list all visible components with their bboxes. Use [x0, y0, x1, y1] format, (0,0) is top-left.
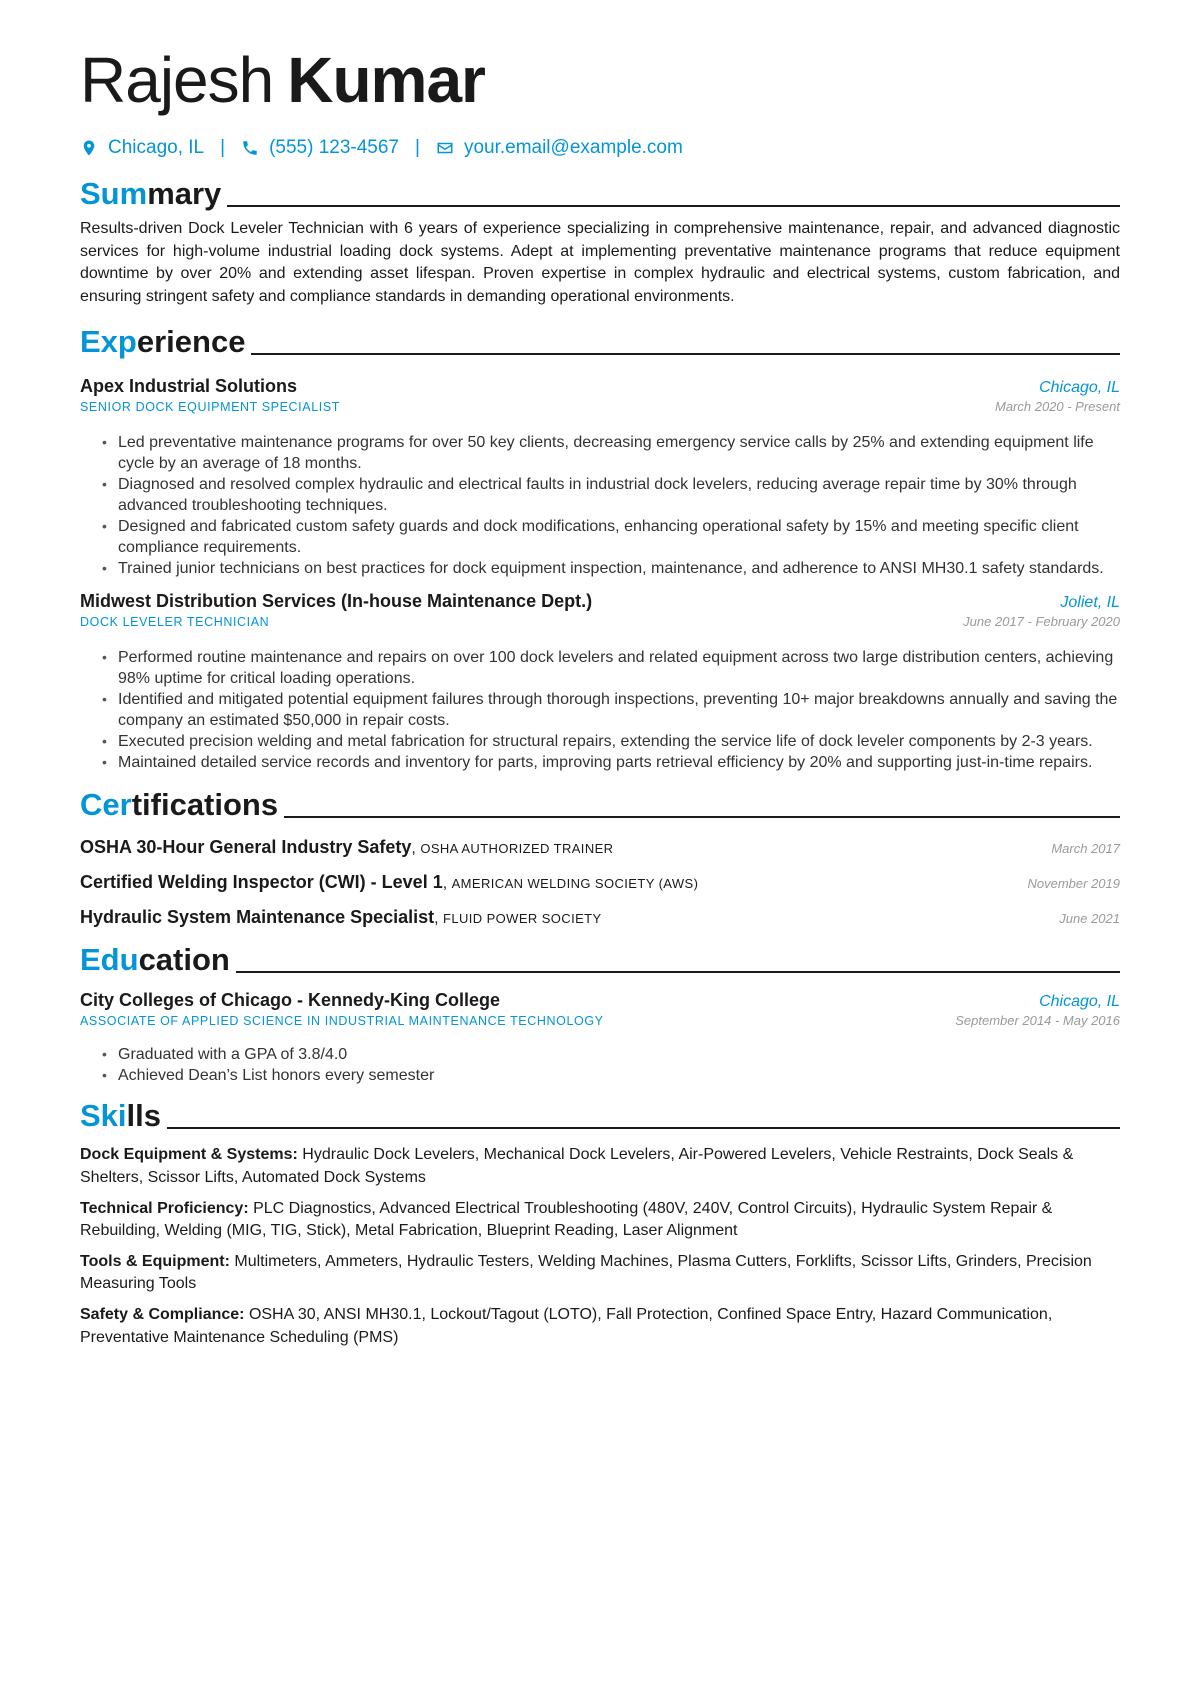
job-bullets [80, 647, 1120, 773]
candidate-name [80, 44, 1120, 116]
certification-item: Certified Welding Inspector (CWI) - Level 1, AMERICAN WELDING SOCIETY (AWS) November 2019 [80, 872, 1120, 893]
contact-location [80, 137, 204, 159]
skill-label: Tools & Equipment: [80, 1252, 230, 1270]
phone-icon [241, 139, 259, 157]
section-rule [251, 353, 1120, 355]
list-item: • Led preventative maintenance programs for over 50 key clients, decreasing emergency service calls by 25% and extending equipment life cycle by an average of 18 months. [118, 432, 1120, 474]
certification-name: OSHA 30-Hour General Industry Safety [80, 837, 412, 858]
section-rule [167, 1127, 1120, 1129]
last-name: Kumar [287, 44, 485, 116]
location-text: Chicago, IL [108, 137, 205, 158]
education-dates: September 2014 - May 2016 [955, 1013, 1120, 1029]
skill-list: OSHA 30, ANSI MH30.1, Lockout/Tagout (LOTO), Fall Protection, Confined Space Entry, Hazard Communication, Preventative Maintenance Scheduling (PMS) [80, 1305, 1053, 1346]
skill-list: Hydraulic Dock Levelers, Mechanical Dock Levelers, Air-Powered Levelers, Vehicle Restraints, Dock Seals & Shelters, Scissor Lifts, Automated Dock Systems [80, 1146, 1074, 1186]
contact-email[interactable] [436, 137, 683, 159]
job-location: Chicago, IL [1039, 379, 1120, 397]
list-item: • Graduated with a GPA of 3.8/4.0 [118, 1044, 1120, 1065]
job-location: Joliet, IL [1060, 594, 1120, 612]
certification-date: June 2021 [1059, 911, 1120, 927]
certification-date: November 2019 [1027, 876, 1120, 892]
job-dates: March 2020 - Present [994, 399, 1120, 415]
contact-phone[interactable] [241, 137, 399, 159]
section-title: Certifications [80, 787, 279, 823]
section-title: Skills [80, 1098, 161, 1134]
certification-issuer: AMERICAN WELDING SOCIETY (AWS) [451, 876, 699, 892]
contact-bar [80, 134, 1120, 162]
education-entry [80, 990, 1120, 1086]
map-pin-icon [80, 139, 98, 157]
list-item: • Achieved Dean’s List honors every semester [118, 1065, 1120, 1086]
education-heading [80, 938, 1120, 978]
section-title: Education [80, 942, 230, 978]
section-title: Summary [80, 176, 222, 211]
job-dates: June 2017 - February 2020 [963, 614, 1120, 630]
resume-page [80, 44, 1120, 1349]
section-title: Experience [80, 324, 246, 360]
summary-text: Results-driven Dock Leveler Technician with 6 years of experience specializing in comprehensive maintenance, repair, and advanced diagnostic services for high-volume industrial loading dock systems. Adept at implementing preventative maintenance programs that reduce equipment downtime by over 20% and extending asset lifespan. Proven expertise in complex hydraulic and electrical systems, custom fabrication, and ensuring stringent safety and compliance standards in demanding operational environments. [80, 220, 1120, 305]
section-rule [284, 816, 1120, 818]
skill-list: Multimeters, Ammeters, Hydraulic Testers, Welding Machines, Plasma Cutters, Forklifts, Scissor Lifts, Grinders, Precision Measuring Tools [80, 1252, 1092, 1293]
skill-group [80, 1198, 1120, 1243]
list-item: • Maintained detailed service records and inventory for parts, improving parts retrieval efficiency by 20% and supporting just-in-time repairs. [118, 752, 1120, 773]
skill-list: PLC Diagnostics, Advanced Electrical Troubleshooting (480V, 240V, Control Circuits), Hydraulic System Repair & Rebuilding, Welding (MIG, TIG, Stick), Metal Fabrication, Blueprint Reading, Laser Alignment [80, 1199, 1053, 1240]
company-name: Midwest Distribution Services (In-house Maintenance Dept.) [80, 591, 593, 612]
skill-group [80, 1251, 1120, 1296]
list-item: • Designed and fabricated custom safety guards and dock modifications, enhancing operational safety by 15% and meeting specific client compliance requirements. [118, 516, 1120, 558]
education-bullets [80, 1044, 1120, 1086]
envelope-icon [436, 139, 454, 157]
list-item: • Identified and mitigated potential equipment failures through thorough inspections, preventing 10+ major breakdowns annually and saving the company an estimated $50,000 in repair costs. [118, 689, 1120, 731]
skill-label: Safety & Compliance: [80, 1305, 245, 1323]
school-location: Chicago, IL [1039, 993, 1120, 1011]
contact-separator: | [415, 137, 420, 158]
experience-heading [80, 320, 1120, 360]
skill-group [80, 1304, 1120, 1349]
first-name: Rajesh [80, 44, 274, 116]
phone-text: (555) 123-4567 [269, 137, 399, 158]
certification-issuer: FLUID POWER SOCIETY [443, 911, 602, 927]
certification-issuer: OSHA AUTHORIZED TRAINER [420, 841, 614, 857]
skill-label: Technical Proficiency: [80, 1199, 249, 1217]
certifications-heading [80, 783, 1120, 823]
email-text: your.email@example.com [463, 137, 683, 158]
company-name: Apex Industrial Solutions [80, 376, 298, 397]
summary-heading [80, 172, 1120, 212]
contact-separator: | [220, 137, 226, 158]
certification-name: Hydraulic System Maintenance Specialist [80, 907, 435, 928]
skill-group [80, 1144, 1120, 1189]
job-title: SENIOR DOCK EQUIPMENT SPECIALIST [80, 400, 340, 415]
certification-item: OSHA 30-Hour General Industry Safety, OSHA AUTHORIZED TRAINER March 2017 [80, 837, 1120, 858]
certification-date: March 2017 [1051, 841, 1120, 857]
job-bullets [80, 432, 1120, 579]
school-name: City Colleges of Chicago - Kennedy-King College [80, 990, 501, 1011]
list-item: • Performed routine maintenance and repairs on over 100 dock levelers and related equipment across two large distribution centers, achieving 98% uptime for critical loading operations. [118, 647, 1120, 689]
certification-name: Certified Welding Inspector (CWI) - Level 1 [80, 872, 443, 893]
skills-heading [80, 1094, 1120, 1134]
list-item: • Executed precision welding and metal fabrication for structural repairs, extending the service life of dock leveler components by 2-3 years. [118, 731, 1120, 752]
section-rule [227, 205, 1120, 207]
job-entry [80, 591, 1120, 773]
job-entry [80, 376, 1120, 579]
skill-label: Dock Equipment & Systems: [80, 1146, 298, 1164]
job-title: DOCK LEVELER TECHNICIAN [80, 615, 270, 630]
list-item: • Trained junior technicians on best practices for dock equipment inspection, maintenance, and adherence to ANSI MH30.1 safety standards. [118, 558, 1120, 579]
certification-item: Hydraulic System Maintenance Specialist, FLUID POWER SOCIETY June 2021 [80, 907, 1120, 928]
degree-title: ASSOCIATE OF APPLIED SCIENCE IN INDUSTRIAL MAINTENANCE TECHNOLOGY [80, 1014, 604, 1029]
section-rule [236, 971, 1120, 973]
list-item: • Diagnosed and resolved complex hydraulic and electrical faults in industrial dock levelers, reducing average repair time by 30% through advanced troubleshooting techniques. [118, 474, 1120, 516]
